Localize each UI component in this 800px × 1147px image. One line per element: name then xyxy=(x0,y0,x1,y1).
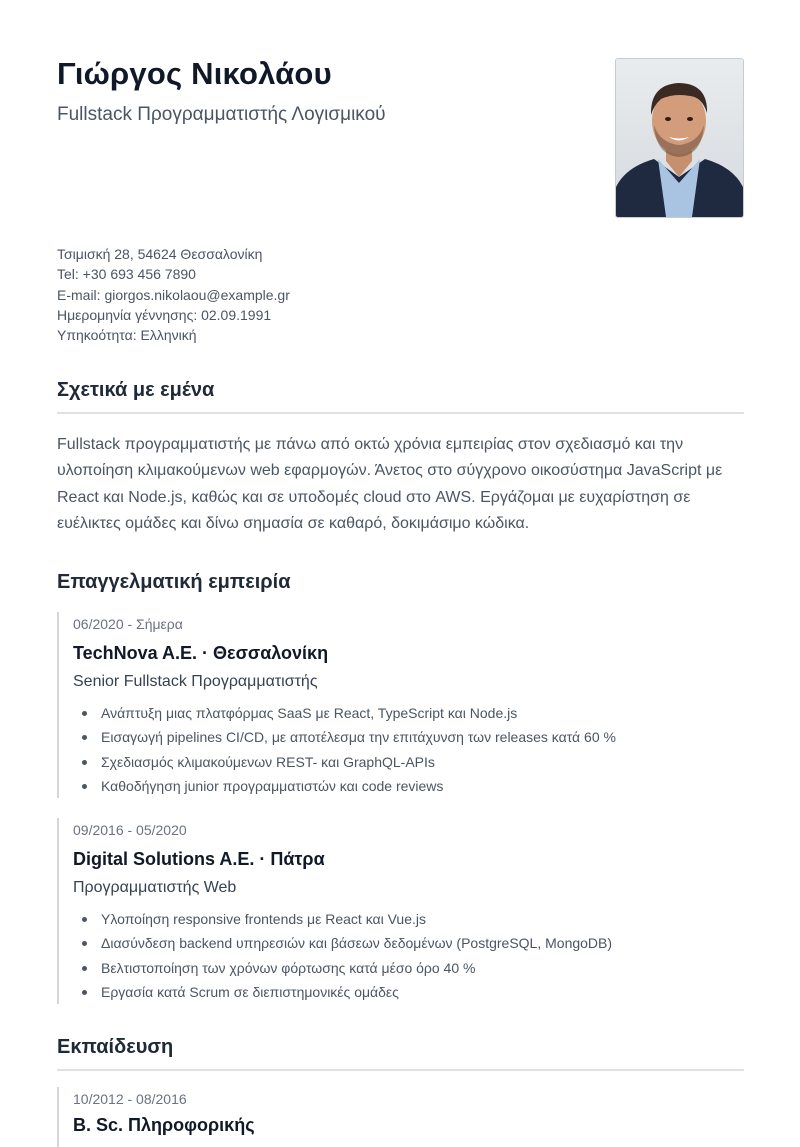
contact-email: E-mail: giorgos.nikolaou@example.gr xyxy=(57,286,290,303)
about-text: Fullstack προγραμματιστής με πάνω από οκτώ χρόνια εμπειρίας στον σχεδιασμό και την υλοποίηση κλιμακούμενων web εφαρμογών. Άνετος στο σύγχρονο οικοσύστημα JavaScript με React και Node.js, καθώς και σε υποδομές cloud στο AWS. Εργάζομαι με ευχαρίστηση σε ευέλικτες ομάδες και δίνω σημασία σε καθαρό, δοκιμάσιμο κώδικα. xyxy=(57,436,723,532)
entry-bullet-list xyxy=(73,907,753,1004)
contact-birthdate: Ημερομηνία γέννησης: 02.09.1991 xyxy=(57,306,272,323)
entry-role: Προγραμματιστής Web xyxy=(73,879,237,896)
list-item: Ανάπτυξη μιας πλατφόρμας SaaS με React, TypeScript και Node.js xyxy=(73,701,753,725)
contact-nationality: Υπηκοότητα: Ελληνική xyxy=(57,327,197,344)
contact-address: Τσιμισκή 28, 54624 Θεσσαλονίκη xyxy=(57,246,263,262)
entry-company: Digital Solutions A.E. · Πάτρα xyxy=(73,849,325,869)
contact-block xyxy=(57,244,290,345)
education-entry xyxy=(57,1087,753,1147)
list-item: Εισαγωγή pipelines CI/CD, με αποτέλεσμα την επιτάχυνση των releases κατά 60 % xyxy=(73,725,753,749)
education-divider xyxy=(57,1069,744,1071)
about-heading: Σχετικά με εμένα xyxy=(57,379,215,401)
entry-company: TechNova A.E. · Θεσσαλονίκη xyxy=(73,643,329,663)
entry-date: 06/2020 - Σήμερα xyxy=(73,616,183,632)
contact-phone: Tel: +30 693 456 7890 xyxy=(57,266,196,283)
entry-degree: B. Sc. Πληροφορικής xyxy=(73,1115,255,1135)
entry-role: Senior Fullstack Προγραμματιστής xyxy=(73,673,318,690)
list-item: Διασύνδεση backend υπηρεσιών και βάσεων δεδομένων (PostgreSQL, MongoDB) xyxy=(73,931,753,955)
list-item: Βελτιστοποίηση των χρόνων φόρτωσης κατά μέσο όρο 40 % xyxy=(73,956,753,980)
list-item: Εργασία κατά Scrum σε διεπιστημονικές ομάδες xyxy=(73,980,753,1004)
experience-entry xyxy=(57,612,753,798)
about-divider xyxy=(57,412,744,414)
job-title: Fullstack Προγραμματιστής Λογισμικού xyxy=(57,104,386,125)
list-item: Υλοποίηση responsive frontends με React και Vue.js xyxy=(73,907,753,931)
list-item: Καθοδήγηση junior προγραμματιστών και code reviews xyxy=(73,774,753,798)
entry-date: 09/2016 - 05/2020 xyxy=(73,822,187,838)
entry-bullet-list xyxy=(73,701,753,798)
experience-heading: Επαγγελματική εμπειρία xyxy=(57,571,291,593)
person-name: Γιώργος Νικολάου xyxy=(57,56,332,91)
entry-date: 10/2012 - 08/2016 xyxy=(73,1091,187,1107)
profile-photo xyxy=(615,58,744,218)
education-heading: Εκπαίδευση xyxy=(57,1036,174,1058)
experience-entry xyxy=(57,818,753,1004)
list-item: Σχεδιασμός κλιμακούμενων REST- και GraphQL-APIs xyxy=(73,750,753,774)
